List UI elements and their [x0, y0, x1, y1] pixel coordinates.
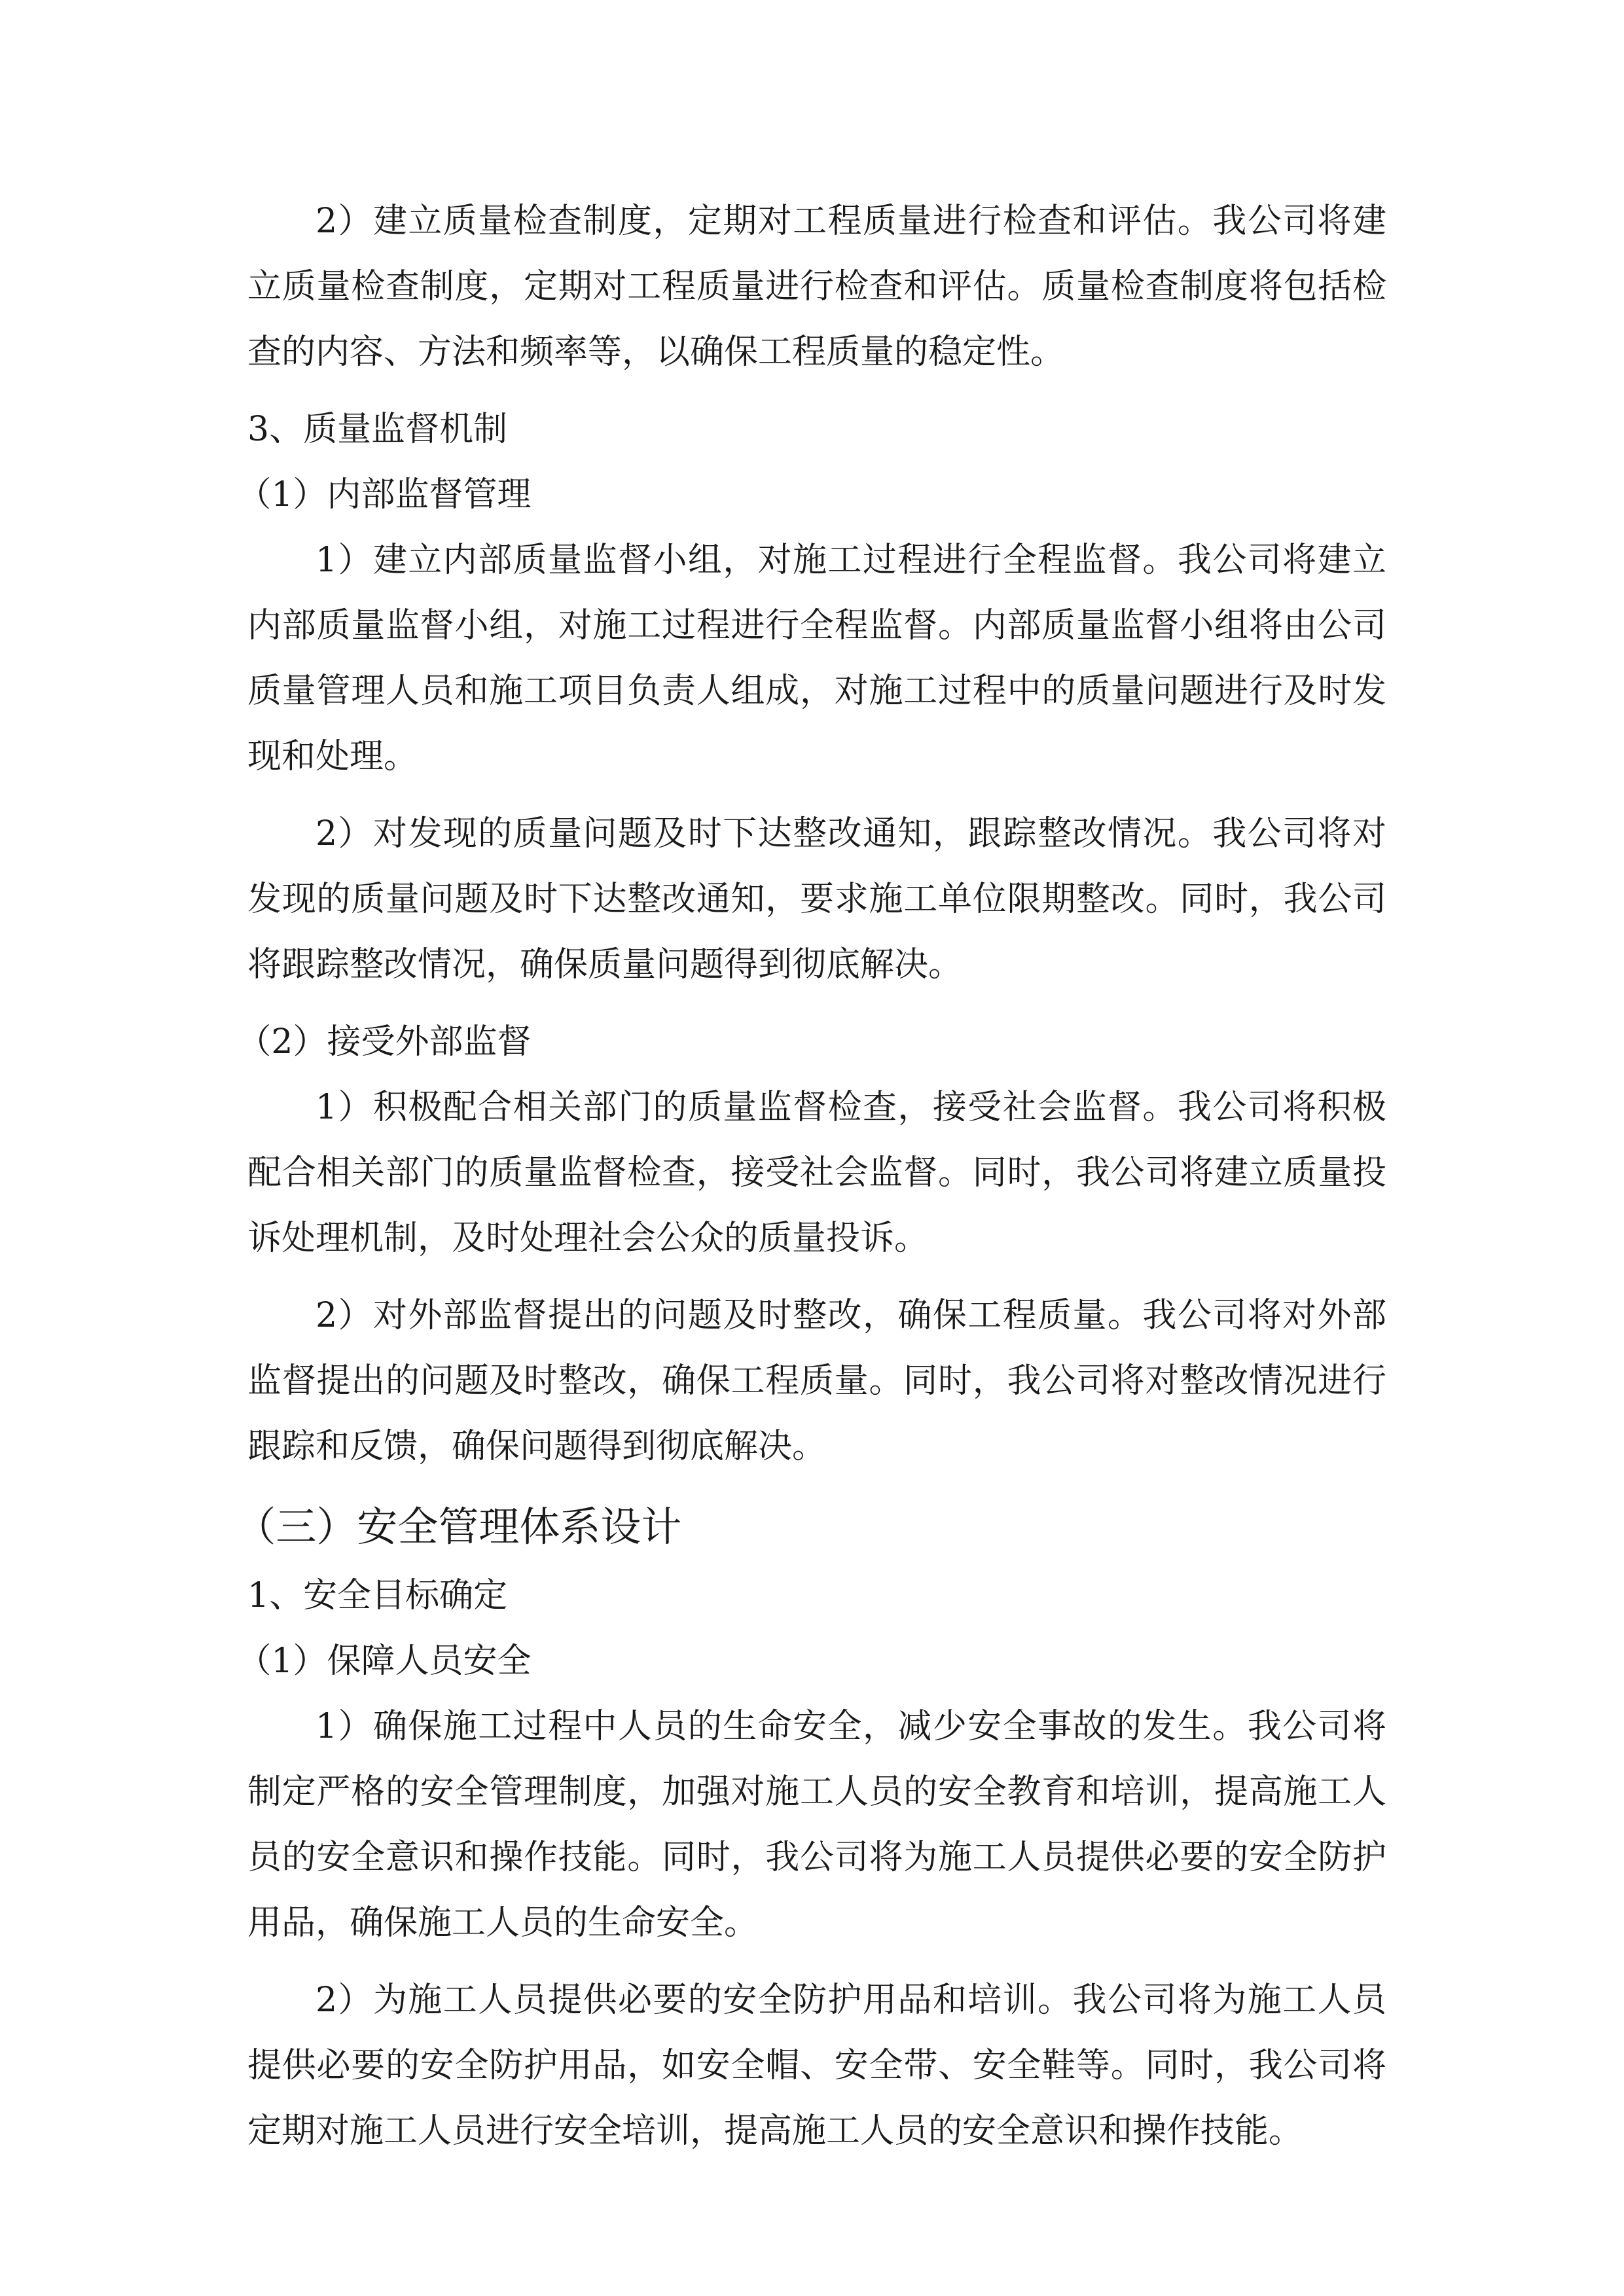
paragraph-rectification: 2）对发现的质量问题及时下达整改通知，跟踪整改情况。我公司将对发现的质量问题及时下达整改通知，要求施工单位限期整改。同时，我公司将跟踪整改情况，确保质量问题得到彻底解决。 — [247, 814, 1386, 984]
paragraph-external-rectify: 2）对外部监督提出的问题及时整改，确保工程质量。我公司将对外部监督提出的问题及时整改，确保工程质量。同时，我公司将对整改情况进行跟踪和反馈，确保问题得到彻底解决。 — [247, 1296, 1386, 1466]
paragraph-protective-equipment: 2）为施工人员提供必要的安全防护用品和培训。我公司将为施工人员提供必要的安全防护用品，如安全帽、安全带、安全鞋等。同时，我公司将定期对施工人员进行安全培训，提高施工人员的安全意识和操作技能。 — [247, 1981, 1386, 2151]
subheading-personnel-safety: （1）保障人员安全 — [237, 1641, 532, 1681]
heading-safety-goal: 1、安全目标确定 — [247, 1576, 508, 1615]
paragraph-quality-inspection: 2）建立质量检查制度，定期对工程质量进行检查和评估。我公司将建立质量检查制度，定期对工程质量进行检查和评估。质量检查制度将包括检查的内容、方法和频率等，以确保工程质量的稳定性。 — [247, 202, 1386, 372]
subheading-internal-supervision: （1）内部监督管理 — [237, 475, 532, 514]
subheading-external-supervision: （2）接受外部监督 — [237, 1022, 532, 1062]
heading-quality-supervision: 3、质量监督机制 — [247, 410, 508, 449]
paragraph-life-safety: 1）确保施工过程中人员的生命安全，减少安全事故的发生。我公司将制定严格的安全管理制度，加强对施工人员的安全教育和培训，提高施工人员的安全意识和操作技能。同时，我公司将为施工人员提供必要的安全防护用品，确保施工人员的生命安全。 — [247, 1707, 1386, 1943]
section-heading-safety-system: （三）安全管理体系设计 — [235, 1503, 682, 1551]
document-page — [235, 188, 1386, 2164]
paragraph-internal-team: 1）建立内部质量监督小组，对施工过程进行全程监督。我公司将建立内部质量监督小组，对施工过程进行全程监督。内部质量监督小组将由公司质量管理人员和施工项目负责人组成，对施工过程中的质量问题进行及时发现和处理。 — [247, 541, 1386, 776]
paragraph-cooperate: 1）积极配合相关部门的质量监督检查，接受社会监督。我公司将积极配合相关部门的质量监督检查，接受社会监督。同时，我公司将建立质量投诉处理机制，及时处理社会公众的质量投诉。 — [247, 1088, 1386, 1258]
